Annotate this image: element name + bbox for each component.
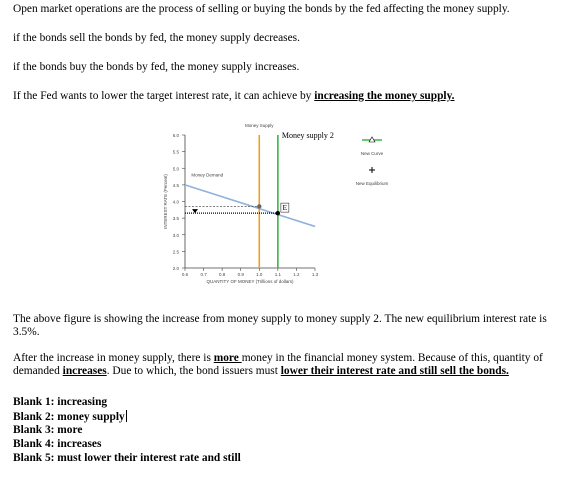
text-line-4-pre: If the Fed wants to lower the target interest rate, it can achieve by [13,90,315,102]
x-tick-label: 1.1 [274,272,281,277]
money-supply-2-label: Money supply 2 [281,131,334,140]
text-line-4-answer: increasing the money supply. [314,90,455,102]
y-tick-label: 2.5 [172,249,179,255]
y-tick-label: 5.5 [172,149,179,155]
para2-part-d: increases [62,365,107,377]
y-tick-label: 3.5 [172,216,179,222]
x-tick-label: 1.3 [311,272,319,277]
y-tick-label: 4.5 [172,182,179,188]
new-equilibrium-point [276,211,280,215]
x-tick-label: 0.7 [200,272,207,277]
y-tick-label: 6.0 [172,133,179,138]
y-tick-label: 4.0 [172,199,179,205]
para2-part-c: money in the financial money system. Because of this, quantity of demanded [13,352,543,377]
legend-new-equilibrium-label: New Equilibrium [355,181,389,186]
legend-new-curve-label: New Curve [360,151,384,156]
x-tick-label: 0.8 [219,272,226,277]
text-line-1: Open market operations are the process of selling or buying the bonds by the fed affecting the money supply. [13,3,510,15]
blank-1-answer: Blank 1: increasing [13,396,108,408]
para2-part-a: After the increase in money supply, there is [13,352,214,364]
x-tick-label: 0.6 [181,272,189,277]
y-tick-label: 5.0 [172,166,179,172]
blank-2-text: Blank 2: money supply [13,411,125,423]
x-tick-label: 1.0 [256,272,263,277]
y-tick-label: 3.0 [172,232,179,238]
blank-5-answer: Blank 5: must lower their interest rate and still [13,452,241,464]
series-line-0 [185,185,315,227]
equilibrium-label: E [282,203,288,213]
para2-part-b: more [213,352,242,364]
blank-4-answer: Blank 4: increases [13,438,102,450]
blank-3-answer: Blank 3: more [13,424,83,436]
explanation-paragraph-2 [13,352,568,378]
y-tick-label: 2.0 [172,266,179,271]
x-axis-label: QUANTITY OF MONEY (Trillions of dollars) [206,279,294,284]
blank-2-answer[interactable] [13,410,127,424]
x-tick-label: 0.9 [237,272,244,277]
x-tick-label: 1.2 [293,272,300,277]
old-equilibrium-point [257,204,261,208]
text-line-2: if the bonds sell the bonds by fed, the money supply decreases. [13,32,300,44]
money-market-chart [140,118,430,290]
money-demand-label: Money Demand [191,172,224,178]
rate-change-arrow-head [192,209,198,213]
money-supply-label: Money Supply [245,123,274,128]
para2-part-e: . Due to which, the bond issuers must [106,365,281,377]
text-line-4 [13,89,455,103]
para2-part-f: lower their interest rate and still sell the bonds. [280,365,509,377]
y-axis-label: INTEREST RATE (Percent) [163,174,168,229]
text-cursor [126,410,127,422]
explanation-paragraph-1: The above figure is showing the increase from money supply to money supply 2. The new equilibrium interest rate is 3.5%. [13,313,547,338]
text-line-3: if the bonds buy the bonds by fed, the money supply increases. [13,61,300,73]
